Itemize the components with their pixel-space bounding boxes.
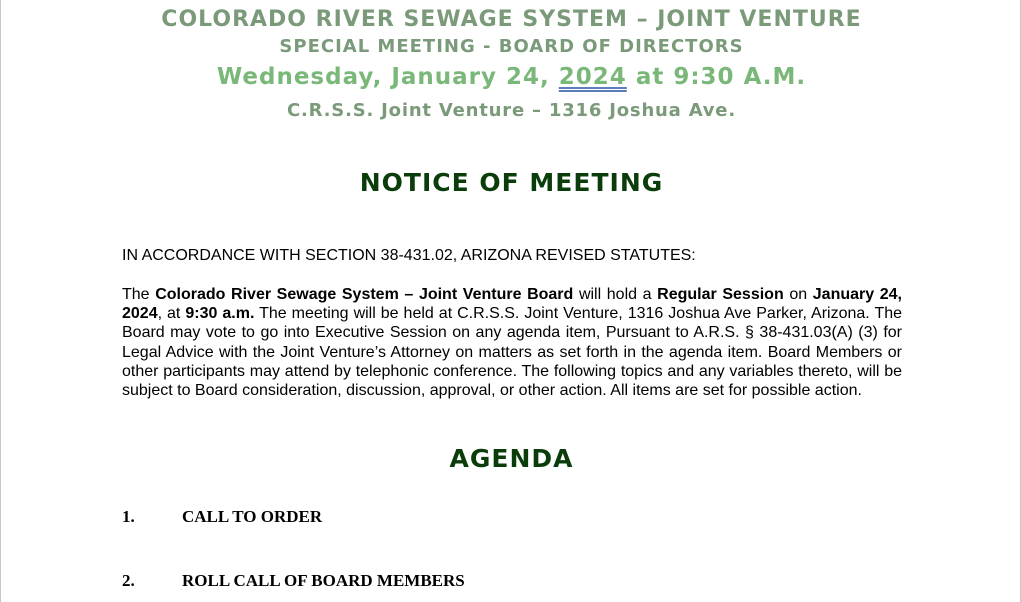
p-rest: The meeting will be held at C.R.S.S. Joint Venture, 1316 Joshua Ave Parker, Arizona. The Board may vote to go into Executive Session on any agenda item, Pursuant to A.R.S. § 38-431.03(A) (3) for Legal Advice with the Joint Venture’s Attorney on matters as set forth in the agenda item. Board Members or other participants may attend by telephonic conference. The following topics and any variables thereto, will be subject to Board consideration, discussion, approval, or other action. All items are set for possible action. <box>122 305 903 400</box>
agenda-title: AGENDA <box>449 444 574 473</box>
p-the: The <box>122 286 150 303</box>
agenda-item-number: 2. <box>122 571 135 590</box>
notice-paragraph <box>122 285 902 400</box>
agenda-item-label: ROLL CALL OF BOARD MEMBERS <box>182 571 465 590</box>
date-prefix: Wednesday, January 24, <box>216 64 550 90</box>
session-type: Regular Session <box>657 286 784 303</box>
organization-name: COLORADO RIVER SEWAGE SYSTEM – JOINT VENTURE <box>161 7 862 32</box>
board-name: Colorado River Sewage System – Joint Venture Board <box>155 286 574 303</box>
p-at: , at <box>157 305 181 323</box>
statute-line: IN ACCORDANCE WITH SECTION 38-431.02, ARIZONA REVISED STATUTES: <box>122 247 696 264</box>
meeting-type: SPECIAL MEETING - BOARD OF DIRECTORS <box>279 36 744 57</box>
agenda-item-label: CALL TO ORDER <box>182 507 323 526</box>
agenda-item-number: 1. <box>122 507 135 526</box>
session-time: 9:30 a.m. <box>185 305 255 323</box>
notice-title: NOTICE OF MEETING <box>359 168 664 197</box>
date-year: 2024 <box>558 64 627 90</box>
meeting-location: C.R.S.S. Joint Venture – 1316 Joshua Ave. <box>287 100 736 121</box>
session-date: January 24, 2024 <box>122 286 902 323</box>
meeting-date <box>1 64 1021 90</box>
p-will-hold: will hold a <box>578 286 652 303</box>
p-on: on <box>789 286 808 303</box>
date-suffix: at 9:30 A.M. <box>635 64 807 90</box>
